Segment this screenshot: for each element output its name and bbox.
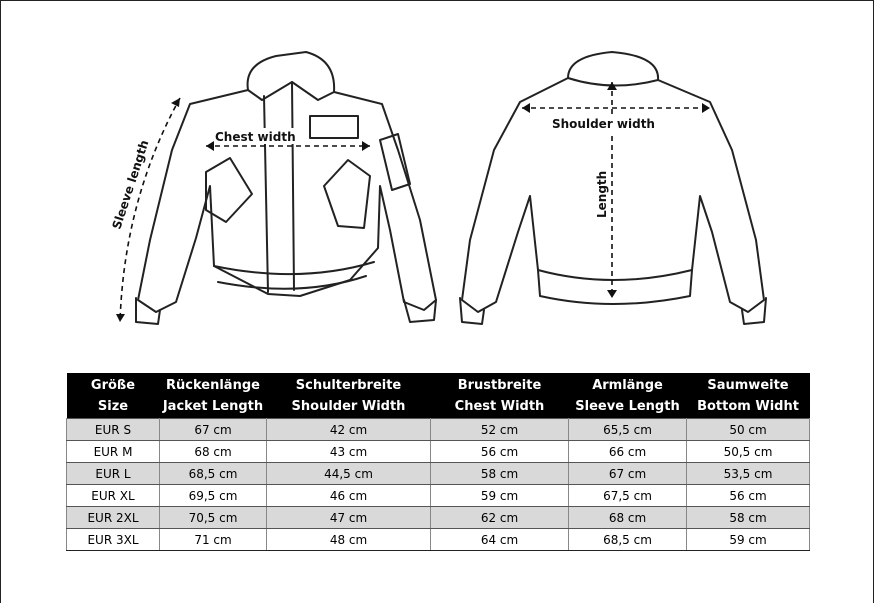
cell-bottom-width: 56 cm — [687, 485, 810, 507]
header-size: Größe Size — [67, 373, 160, 419]
header-chest-width: Brustbreite Chest Width — [431, 373, 569, 419]
header-bottom-width: Saumweite Bottom Widht — [687, 373, 810, 419]
cell-shoulder-width: 48 cm — [267, 529, 431, 551]
shoulder-width-label: Shoulder width — [552, 117, 655, 131]
cell-bottom-width: 53,5 cm — [687, 463, 810, 485]
size-chart-table — [66, 373, 810, 551]
chest-width-label: Chest width — [215, 130, 296, 144]
cell-jacket-length: 67 cm — [160, 419, 267, 441]
cell-size: EUR 2XL — [67, 507, 160, 529]
cell-jacket-length: 69,5 cm — [160, 485, 267, 507]
table-row — [67, 507, 810, 529]
cell-sleeve-length: 68,5 cm — [569, 529, 687, 551]
cell-chest-width: 64 cm — [431, 529, 569, 551]
header-sleeve-length: Armlänge Sleeve Length — [569, 373, 687, 419]
header-shoulder-width: Schulterbreite Shoulder Width — [267, 373, 431, 419]
cell-bottom-width: 59 cm — [687, 529, 810, 551]
cell-shoulder-width: 47 cm — [267, 507, 431, 529]
cell-size: EUR L — [67, 463, 160, 485]
header-jacket-length: Rückenlänge Jacket Length — [160, 373, 267, 419]
cell-chest-width: 52 cm — [431, 419, 569, 441]
cell-jacket-length: 71 cm — [160, 529, 267, 551]
cell-sleeve-length: 67,5 cm — [569, 485, 687, 507]
table-row — [67, 419, 810, 441]
front-jacket-drawing — [136, 52, 436, 324]
cell-shoulder-width: 44,5 cm — [267, 463, 431, 485]
cell-shoulder-width: 42 cm — [267, 419, 431, 441]
length-label: Length — [595, 170, 609, 218]
cell-chest-width: 62 cm — [431, 507, 569, 529]
cell-sleeve-length: 67 cm — [569, 463, 687, 485]
back-jacket-drawing — [460, 52, 766, 324]
cell-sleeve-length: 65,5 cm — [569, 419, 687, 441]
cell-jacket-length: 68 cm — [160, 441, 267, 463]
cell-bottom-width: 50,5 cm — [687, 441, 810, 463]
cell-chest-width: 59 cm — [431, 485, 569, 507]
cell-chest-width: 56 cm — [431, 441, 569, 463]
cell-shoulder-width: 46 cm — [267, 485, 431, 507]
cell-bottom-width: 58 cm — [687, 507, 810, 529]
cell-shoulder-width: 43 cm — [267, 441, 431, 463]
cell-size: EUR S — [67, 419, 160, 441]
table-row — [67, 485, 810, 507]
cell-sleeve-length: 66 cm — [569, 441, 687, 463]
table-row — [67, 529, 810, 551]
table-row — [67, 441, 810, 463]
table-header-row — [67, 373, 810, 419]
sleeve-length-label: Sleeve length — [109, 138, 152, 231]
cell-jacket-length: 70,5 cm — [160, 507, 267, 529]
cell-jacket-length: 68,5 cm — [160, 463, 267, 485]
cell-bottom-width: 50 cm — [687, 419, 810, 441]
table-row — [67, 463, 810, 485]
cell-size: EUR M — [67, 441, 160, 463]
cell-sleeve-length: 68 cm — [569, 507, 687, 529]
cell-chest-width: 58 cm — [431, 463, 569, 485]
cell-size: EUR 3XL — [67, 529, 160, 551]
cell-size: EUR XL — [67, 485, 160, 507]
